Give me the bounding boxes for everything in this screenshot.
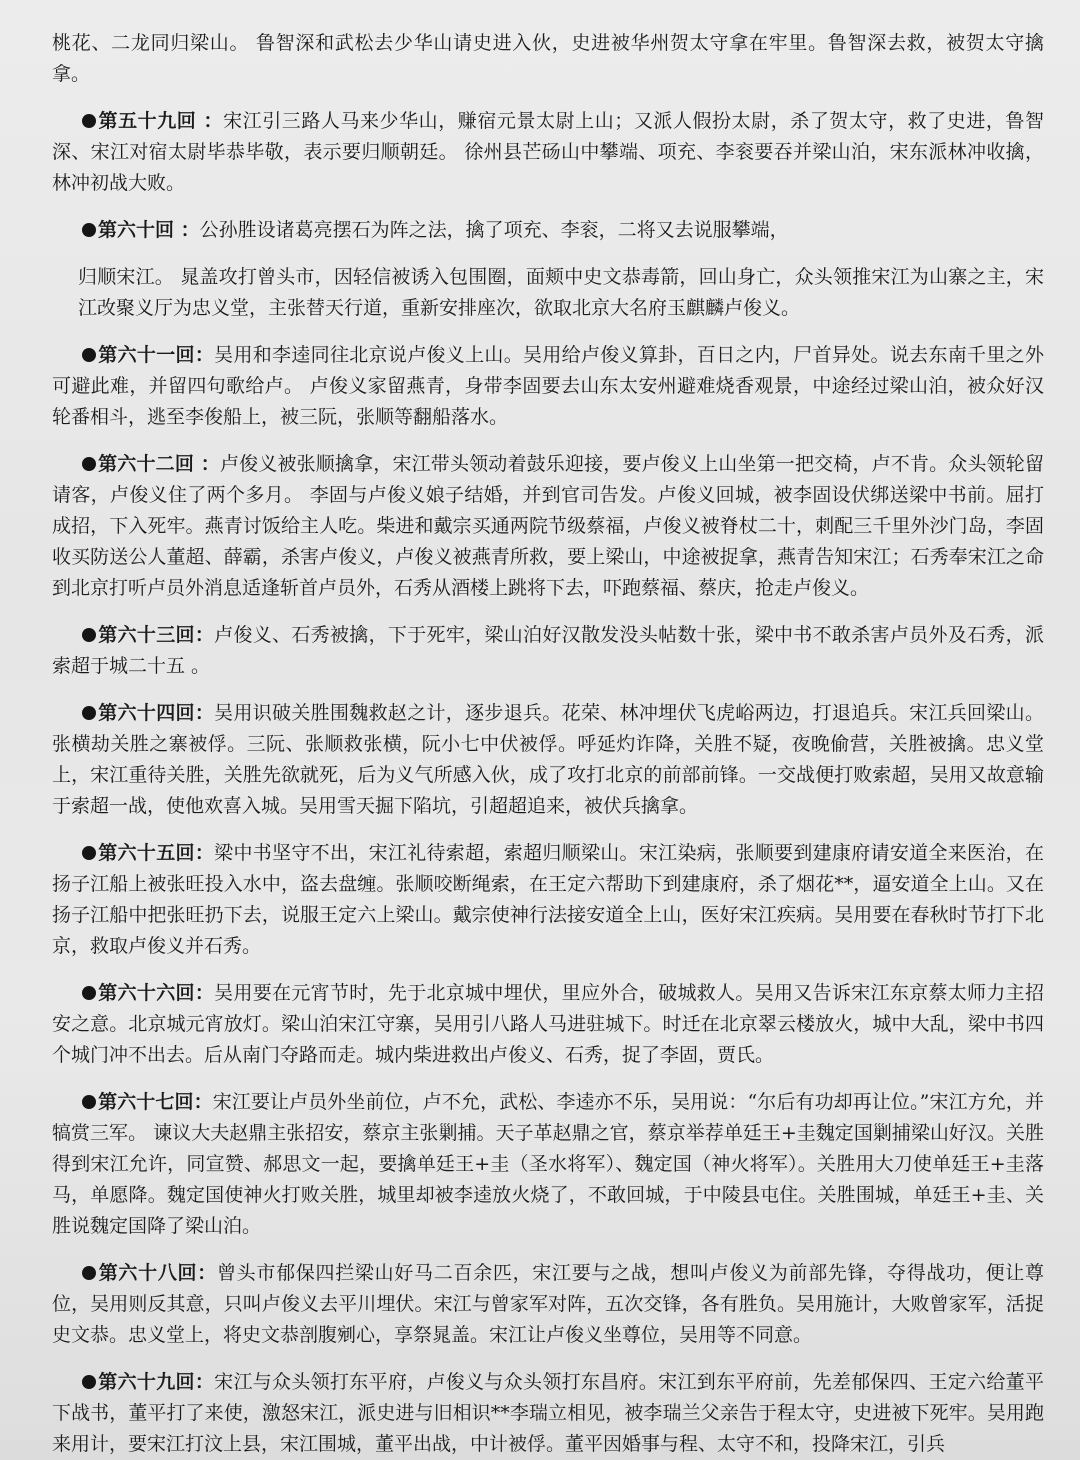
chapter-text: 公孙胜设诸葛亮摆石为阵之法，擒了项充、李衮，二将又去说服攀端， (199, 219, 789, 241)
chapter-text: 归顺宋江。 晁盖攻打曾头市，因轻信被诱入包围圈，面颊中史文恭毒箭，回山身亡，众头领推宋江为山寨之主，宋江改聚义厅为忠义堂，主张替天行道，重新安排座次，欲取北京大名府玉麒麟卢俊义。 (78, 266, 1044, 319)
chapter-63 (52, 620, 1044, 682)
chapter-heading: 第六十三回： (98, 624, 215, 646)
bullet-icon (82, 706, 96, 720)
chapter-66 (52, 978, 1044, 1071)
chapter-text: 卢俊义被张顺擒拿，宋江带头领动着鼓乐迎接，要卢俊义上山坐第一把交椅，卢不肯。众头领轮留请客，卢俊义住了两个多月。 李固与卢俊义娘子结婚，并到官司告发。卢俊义回城，被李固设伏绑送梁中书前。屈打成招，下入死牢。燕青讨饭给主人吃。柴进和戴宗买通两院节级蔡福，卢俊义被脊杖二十，刺配三千里外沙门岛，李固收买防送公人董超、薛霸，杀害卢俊义，卢俊义被燕青所救，要上梁山，中途被捉拿，燕青告知宋江；石秀奉宋江之命到北京打听卢员外消息适逢斩首卢员外，石秀从酒楼上跳将下去，吓跑蔡福、蔡庆，抢走卢俊义。 (52, 453, 1044, 599)
page-text (52, 28, 1044, 1460)
bullet-icon (82, 628, 96, 642)
chapter-heading: 第六十回 ： (98, 219, 200, 241)
bullet-icon (82, 986, 96, 1000)
chapter-text: 梁中书坚守不出，宋江礼待索超，索超归顺梁山。宋江染病，张顺要到建康府请安道全来医治，在扬子江船上被张旺投入水中，盗去盘缠。张顺咬断绳索，在王定六帮助下到建康府，杀了烟花**，逼安道全上山。又在扬子江船中把张旺扔下去，说服王定六上梁山。戴宗使神行法接安道全上山，医好宋江疾病。吴用要在春秋时节打下北京，救取卢俊义并石秀。 (52, 842, 1044, 957)
chapter-61 (52, 340, 1044, 433)
paragraph-continuation (52, 28, 1044, 90)
chapter-text: 宋江要让卢员外坐前位，卢不允，武松、李逵亦不乐，吴用说：“尔后有功却再让位。”宋江方允，并犒赏三军。 谏议大夫赵鼎主张招安，蔡京主张剿捕。天子革赵鼎之官，蔡京举荐单廷王+圭魏定国剿捕梁山好汉。关胜得到宋江允许，同宣赞、郝思文一起，要擒单廷王+圭（圣水将军）、魏定国（神火将军）。关胜用大刀使单廷王+圭落马，单愿降。魏定国使神火打败关胜，城里却被李逵放火烧了，不敢回城，于中陵县屯住。关胜围城，单廷王+圭、关胜说魏定国降了梁山泊。 (52, 1091, 1044, 1237)
bullet-icon (82, 1375, 96, 1389)
chapter-heading: 第五十九回 ： (98, 110, 224, 132)
chapter-text: 宋江引三路人马来少华山，赚宿元景太尉上山；又派人假扮太尉，杀了贺太守，救了史进，鲁智深、宋江对宿太尉毕恭毕敬，表示要归顺朝廷。 徐州县芒砀山中攀端、项充、李衮要吞并梁山泊，宋东派林冲收擒，林冲初战大败。 (52, 110, 1044, 194)
chapter-heading: 第六十二回 ： (98, 453, 220, 475)
bullet-icon (82, 1266, 96, 1280)
bullet-icon (82, 846, 96, 860)
chapter-heading: 第六十六回： (98, 982, 215, 1004)
chapter-64 (52, 698, 1044, 822)
bullet-icon (82, 1095, 96, 1109)
chapter-60 (52, 215, 1044, 246)
chapter-heading: 第六十五回： (98, 842, 215, 864)
chapter-heading: 第六十七回： (98, 1091, 213, 1113)
chapter-65 (52, 838, 1044, 962)
bullet-icon (82, 348, 96, 362)
bullet-icon (82, 114, 96, 128)
chapter-heading: 第六十四回： (98, 702, 215, 724)
chapter-text: 吴用识破关胜围魏救赵之计，逐步退兵。花荣、林冲埋伏飞虎峪两边，打退追兵。宋江兵回梁山。张横劫关胜之寨被俘。三阮、张顺救张横，阮小七中伏被俘。呼延灼诈降，关胜不疑，夜晚偷营，关胜被擒。忠义堂上，宋江重待关胜，关胜先欲就死，后为义气所感入伙，成了攻打北京的前部前锋。一交战便打败索超，吴用又故意输于索超一战，使他欢喜入城。吴用雪天掘下陷坑，引超超追来，被伏兵擒拿。 (52, 702, 1044, 817)
chapter-text: 曾头市郁保四拦梁山好马二百余匹，宋江要与之战，想叫卢俊义为前部先锋，夺得战功，便让尊位，吴用则反其意，只叫卢俊义去平川埋伏。宋江与曾家军对阵，五次交锋，各有胜负。吴用施计，大败曾家军，活捉史文恭。忠义堂上，将史文恭剖腹剜心，享祭晁盖。宋江让卢俊义坐尊位，吴用等不同意。 (52, 1262, 1044, 1346)
chapter-text: 吴用和李逵同往北京说卢俊义上山。吴用给卢俊义算卦，百日之内，尸首异处。说去东南千里之外可避此难，并留四句歌给卢。 卢俊义家留燕青，身带李固要去山东太安州避难烧香观景，中途经过梁山泊，被众好汉轮番相斗，逃至李俊船上，被三阮，张顺等翻船落水。 (52, 344, 1044, 428)
chapter-text: 吴用要在元宵节时，先于北京城中埋伏，里应外合，破城救人。吴用又告诉宋江东京蔡太师力主招安之意。北京城元宵放灯。梁山泊宋江守寨，吴用引八路人马进驻城下。时迁在北京翠云楼放火，城中大乱，梁中书四个城门冲不出去。后从南门夺路而走。城内柴进救出卢俊义、石秀，捉了李固，贾氏。 (52, 982, 1044, 1066)
chapter-heading: 第六十九回： (98, 1371, 215, 1393)
chapter-heading: 第六十八回： (98, 1262, 217, 1284)
chapter-69 (52, 1367, 1044, 1460)
chapter-68 (52, 1258, 1044, 1351)
chapter-62 (52, 449, 1044, 604)
paragraph-text: 桃花、二龙同归梁山。 鲁智深和武松去少华山请史进入伙，史进被华州贺太守拿在牢里。鲁智深去救，被贺太守擒拿。 (52, 32, 1044, 85)
chapter-text: 卢俊义、石秀被擒，下于死牢，梁山泊好汉散发没头帖数十张，梁中书不敢杀害卢员外及石秀，派索超于城二十五 。 (52, 624, 1044, 677)
bullet-icon (82, 223, 96, 237)
chapter-60-continued (52, 262, 1044, 324)
bullet-icon (82, 457, 96, 471)
chapter-heading: 第六十一回： (98, 344, 215, 366)
chapter-59 (52, 106, 1044, 199)
chapter-text: 宋江与众头领打东平府，卢俊义与众头领打东昌府。宋江到东平府前，先差郁保四、王定六给董平下战书，董平打了来使，激怒宋江，派史进与旧相识**李瑞立相见，被李瑞兰父亲告于程太守，史进被下死牢。吴用跑来用计，要宋江打汶上县，宋江围城，董平出战，中计被俘。董平因婚事与程、太守不和，投降宋江，引兵 (52, 1371, 1044, 1455)
chapter-67 (52, 1087, 1044, 1242)
